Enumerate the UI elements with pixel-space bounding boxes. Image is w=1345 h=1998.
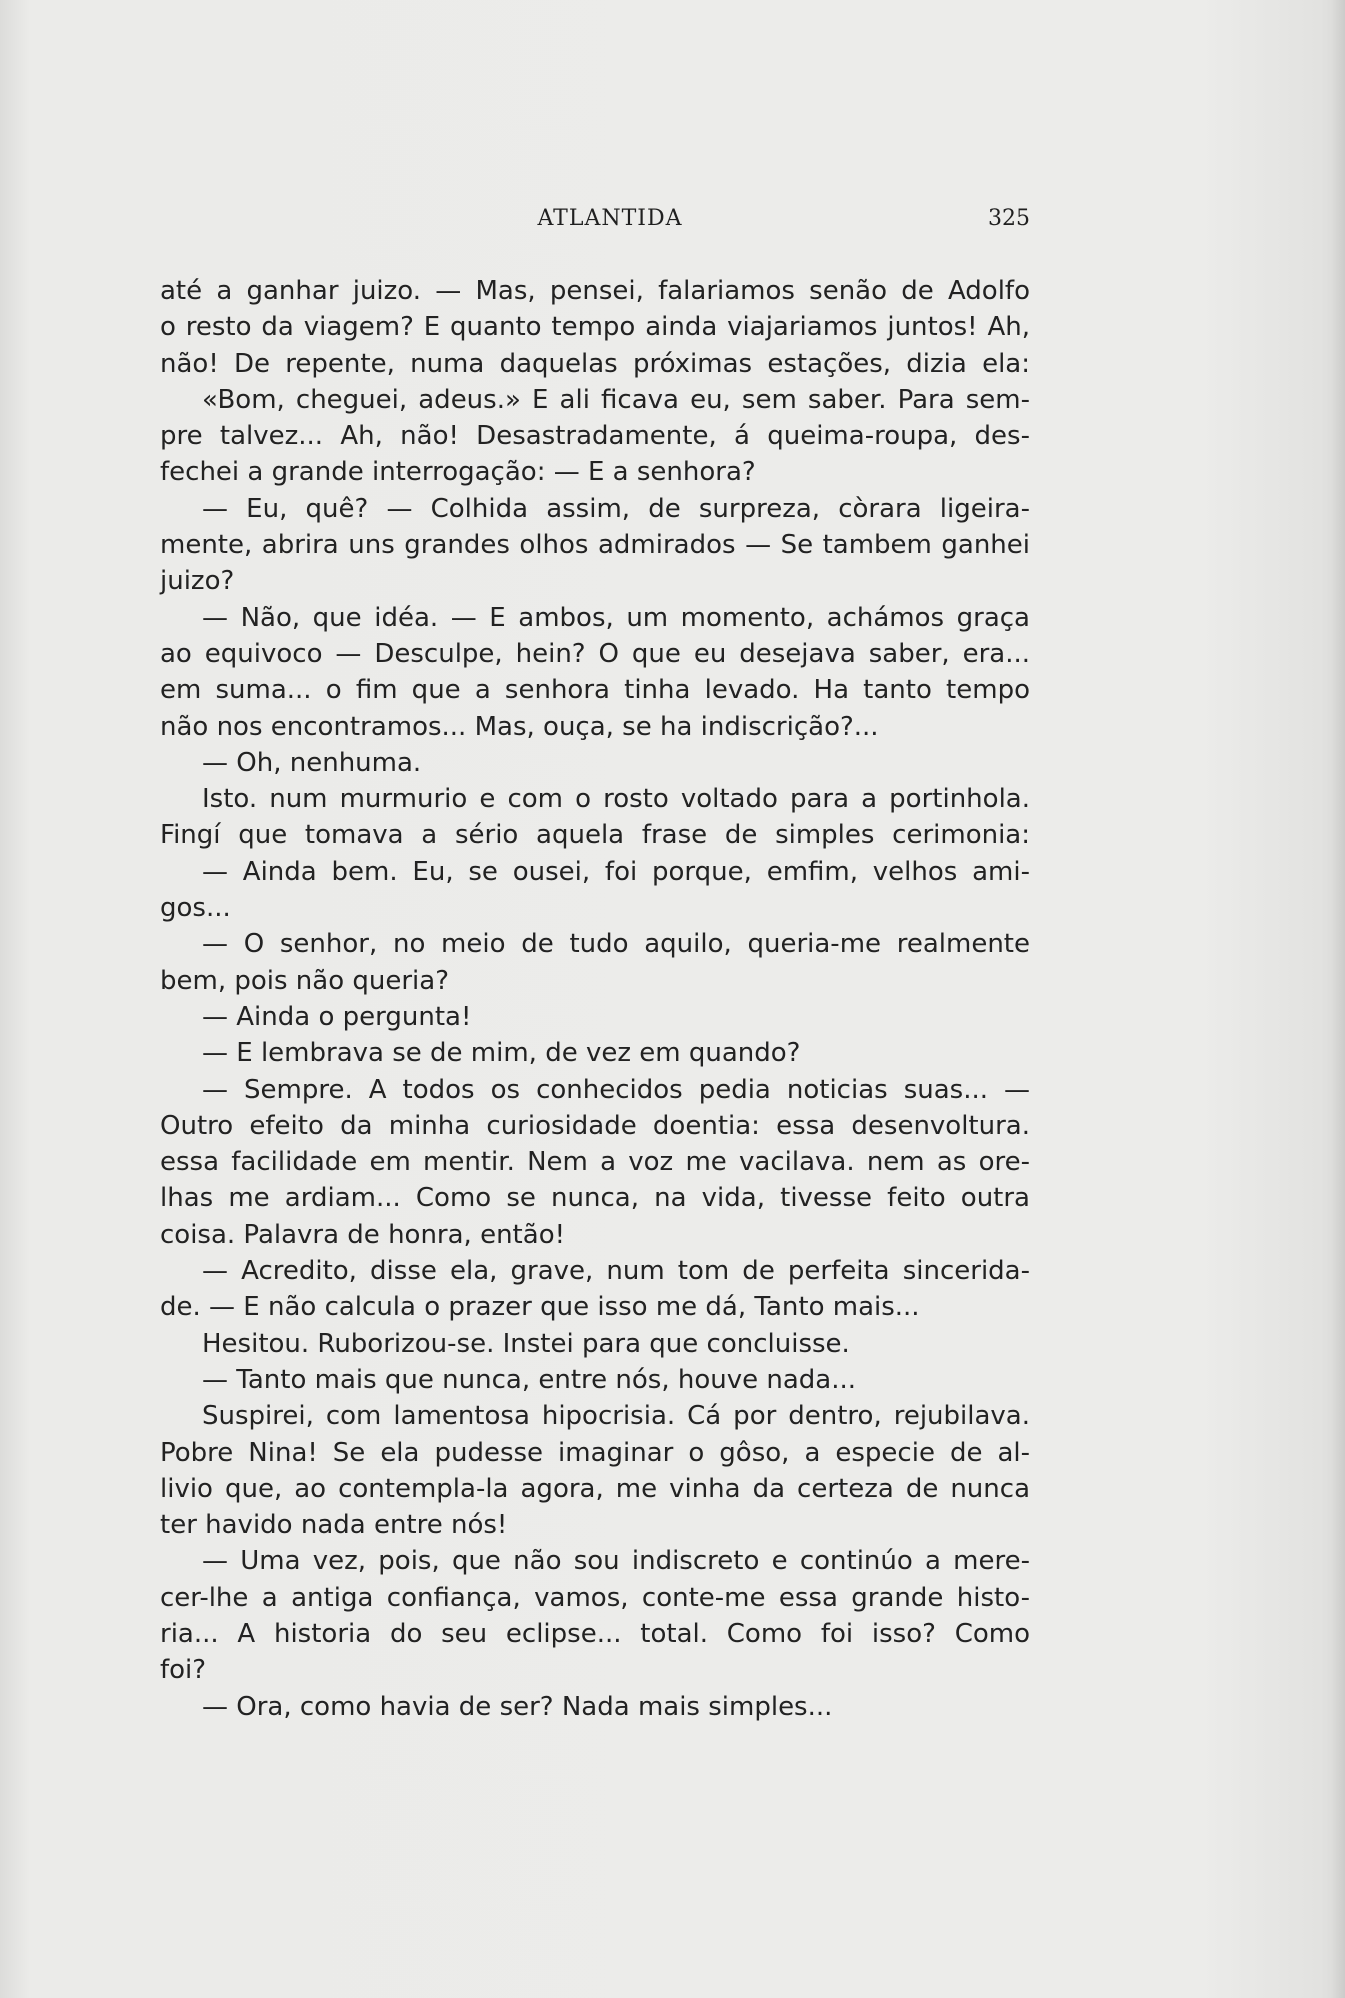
text-line: «Bom, cheguei, adeus.» E ali ficava eu, sem saber. Para sem- — [202, 384, 1030, 415]
text-line: juizo? — [160, 566, 235, 597]
text-line: lhas me ardiam... Como se nunca, na vida, tivesse feito outra — [160, 1183, 1030, 1214]
text-line: ria... A historia do seu eclipse... total. Como foi isso? Como — [160, 1618, 1030, 1649]
text-line: mente, abrira uns grandes olhos admirados — Se tambem ganhei — [160, 530, 1030, 561]
text-line: essa facilidade em mentir. Nem a voz me vacilava. nem as ore- — [160, 1147, 1030, 1178]
text-line: livio que, ao contempla-la agora, me vinha da certeza de nunca — [160, 1473, 1030, 1504]
text-line: pre talvez... Ah, não! Desastradamente, á queima-roupa, des- — [160, 421, 1030, 452]
text-line: Isto. num murmurio e com o rosto voltado para a portinhola. — [202, 784, 1030, 815]
body-text — [160, 273, 1030, 1725]
text-line: ter havido nada entre nós! — [160, 1510, 508, 1541]
running-title: ATLANTIDA — [537, 206, 683, 231]
page-header — [150, 206, 1030, 236]
text-line: foi? — [160, 1655, 207, 1686]
text-line: Outro efeito da minha curiosidade doentia: essa desenvoltura. — [160, 1110, 1030, 1141]
text-line: não nos encontramos... Mas, ouça, se ha indiscrição?... — [160, 711, 879, 742]
text-line: fechei a grande interrogação: — E a senhora? — [160, 457, 756, 488]
text-line: Hesitou. Ruborizou-se. Instei para que concluisse. — [202, 1328, 850, 1359]
page-edge-shadow — [1331, 0, 1345, 1998]
text-line: bem, pois não queria? — [160, 965, 450, 996]
text-line: — Ora, como havia de ser? Nada mais simples... — [202, 1691, 833, 1722]
page-number: 325 — [988, 206, 1030, 231]
text-line: — O senhor, no meio de tudo aquilo, queria-me realmente — [202, 929, 1030, 960]
text-line: — Sempre. A todos os conhecidos pedia noticias suas... — — [202, 1074, 1030, 1105]
text-line: o resto da viagem? E quanto tempo ainda viajariamos juntos! Ah, — [160, 312, 1030, 343]
text-line: Fingí que tomava a sério aquela frase de simples cerimonia: — [160, 820, 1030, 851]
text-line: até a ganhar juizo. — Mas, pensei, falariamos senão de Adolfo — [160, 276, 1030, 306]
text-line: Pobre Nina! Se ela pudesse imaginar o gôso, a especie de al- — [160, 1437, 1030, 1468]
text-line: — Acredito, disse ela, grave, num tom de perfeita sincerida- — [202, 1256, 1030, 1287]
text-line: gos... — [160, 893, 231, 924]
text-line: — Uma vez, pois, que não sou indiscreto e continúo a mere- — [202, 1546, 1030, 1577]
text-line: — Ainda o pergunta! — [202, 1001, 472, 1032]
text-line: cer-lhe a antiga confiança, vamos, conte-me essa grande histo- — [160, 1582, 1030, 1613]
text-line: não! De repente, numa daquelas próximas estações, dizia ela: — [160, 348, 1030, 379]
text-line: — Ainda bem. Eu, se ousei, foi porque, emfim, velhos ami- — [202, 856, 1030, 887]
text-line: — Eu, quê? — Colhida assim, de surpreza, còrara ligeira- — [202, 493, 1030, 524]
text-line: — Não, que idéa. — E ambos, um momento, achámos graça — [202, 602, 1030, 633]
text-line: ao equivoco — Desculpe, hein? O que eu desejava saber, era... — [160, 638, 1030, 669]
text-line: — Oh, nenhuma. — [202, 747, 422, 778]
text-line: de. — E não calcula o prazer que isso me dá, Tanto mais... — [160, 1292, 920, 1323]
text-line: — Tanto mais que nunca, entre nós, houve nada... — [202, 1364, 857, 1395]
text-line: — E lembrava se de mim, de vez em quando? — [202, 1038, 801, 1069]
text-line: Suspirei, com lamentosa hipocrisia. Cá por dentro, rejubilava. — [202, 1401, 1030, 1432]
text-line: em suma... o fim que a senhora tinha levado. Ha tanto tempo — [160, 675, 1030, 706]
text-line: coisa. Palavra de honra, então! — [160, 1219, 566, 1250]
